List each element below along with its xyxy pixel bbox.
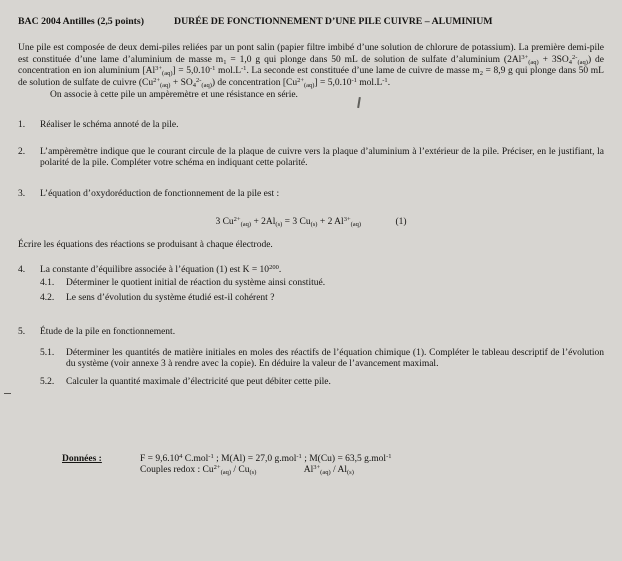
question-4 bbox=[18, 265, 604, 276]
question-1-text: Réaliser le schéma annoté de la pile. bbox=[40, 120, 179, 131]
pen-mark bbox=[357, 97, 360, 108]
question-5-number: 5. bbox=[18, 327, 26, 338]
couples-label: Couples redox : bbox=[140, 465, 201, 476]
exam-title: DURÉE DE FONCTIONNEMENT D’UNE PILE CUIVRE – ALUMINIUM bbox=[174, 16, 493, 27]
redox-equation: 3 $Cu^{2+}_{(aq)} + 2Al_{(s)} = 3$ $Cu_{(s)} + 2$ $Al^{3+}_{(aq)}$ bbox=[215, 216, 362, 229]
question-4-1-text: Déterminer le quotient initial de réaction du système ainsi constitué. bbox=[66, 278, 326, 289]
question-3-text: L’équation d’oxydoréduction de fonctionnement de la pile est : bbox=[40, 188, 280, 199]
exam-header bbox=[18, 16, 604, 27]
couple-aluminium: $Al^{3+}_{(aq)} / Al_{(s)}$ bbox=[303, 464, 354, 477]
donnees-section bbox=[62, 454, 604, 477]
exam-reference: BAC 2004 Antilles (2,5 points) bbox=[18, 16, 145, 27]
question-4-1 bbox=[40, 278, 604, 289]
donnees-couples bbox=[140, 465, 604, 476]
question-2-number: 2. bbox=[18, 146, 26, 157]
question-4-2-number: 4.2. bbox=[40, 292, 55, 303]
question-2-text: L’ampèremètre indique que le courant circule de la plaque de cuivre vers la plaque d’aluminium à l’extérieur de la pile. Préciser, en le justifiant, la polarité de la pile. Compléter votre schéma en indiquant cette polarité. bbox=[40, 146, 604, 169]
question-4-2 bbox=[40, 293, 604, 304]
donnees-label: Données : bbox=[62, 453, 102, 464]
question-5-text: Étude de la pile en fonctionnement. bbox=[40, 327, 176, 338]
question-2 bbox=[18, 147, 604, 170]
question-4-1-number: 4.1. bbox=[40, 278, 55, 289]
equation-row bbox=[18, 217, 604, 228]
margin-dash-mark bbox=[4, 393, 11, 394]
question-5-2 bbox=[40, 377, 604, 388]
question-4-text: La constante d’équilibre associée à l’équation (1) est $K = 10^{200}$. bbox=[40, 263, 282, 275]
question-5 bbox=[18, 327, 604, 338]
intro-paragraph: Une pile est composée de deux demi-piles reliées par un pont salin (papier filtre imbibé d’une solution de chlorure de potassium). La première demi-pile est constituée d’une lame d’aluminium de masse $m_1 = 1,0$ g qui plonge dans 50 mL de solution de sulfate d’aluminium $(2Al^{3+}_{(aq)} + 3SO_4^{2-}_{(aq)})$ de concentration en ion aluminium $[Al^{3+}_{(aq)}] = 5,0.10^{-1}$ $mol.L^{-1}$. La seconde est constituée d’une lame de cuivre de masse $m_2 = 8,9$ g qui plonge dans 50 mL de solution de sulfate de cuivre $(Cu^{2+}_{(aq)} + SO_4^{2-}_{(aq)})$ de concentration $[Cu^{2+}_{(aq)}] = 5,0.10^{-1}$ $mol.L^{-1}$. bbox=[18, 43, 604, 89]
couple-copper: $Cu^{2+}_{(aq)} / Cu_{(s)}$ bbox=[202, 464, 257, 477]
question-4-number: 4. bbox=[18, 264, 26, 275]
question-3-number: 3. bbox=[18, 188, 26, 199]
donnees-body bbox=[140, 454, 604, 477]
question-5-2-number: 5.2. bbox=[40, 377, 55, 388]
donnees-constants: $F = 9,6.10^4$ C.mol$^{-1}$ ; M(Al) = 27,0 g.mol$^{-1}$ ; M(Cu) = 63,5 g.mol$^{-1}$ bbox=[140, 452, 392, 464]
question-3 bbox=[18, 189, 604, 200]
equation-number: (1) bbox=[395, 217, 407, 228]
question-1 bbox=[18, 120, 604, 131]
question-5-2-text: Calculer la quantité maximale d’électricité que peut débiter cette pile. bbox=[66, 377, 331, 388]
intro-note: On associe à cette pile un ampèremètre et une résistance en série. bbox=[50, 90, 298, 101]
question-5-1 bbox=[40, 348, 604, 371]
question-5-1-number: 5.1. bbox=[40, 347, 55, 358]
question-3-followup: Écrire les équations des réactions se produisant à chaque électrode. bbox=[18, 240, 273, 251]
question-5-1-text: Déterminer les quantités de matière initiales en moles des réactifs de l’équation chimique (1). Compléter le tableau descriptif de l’évolution du système (voir annexe 3 à rendre avec la copie). En déduire la valeur de l’avancement maximal. bbox=[66, 347, 604, 369]
question-4-2-text: Le sens d’évolution du système étudié est-il cohérent ? bbox=[66, 292, 275, 303]
question-1-number: 1. bbox=[18, 120, 26, 131]
